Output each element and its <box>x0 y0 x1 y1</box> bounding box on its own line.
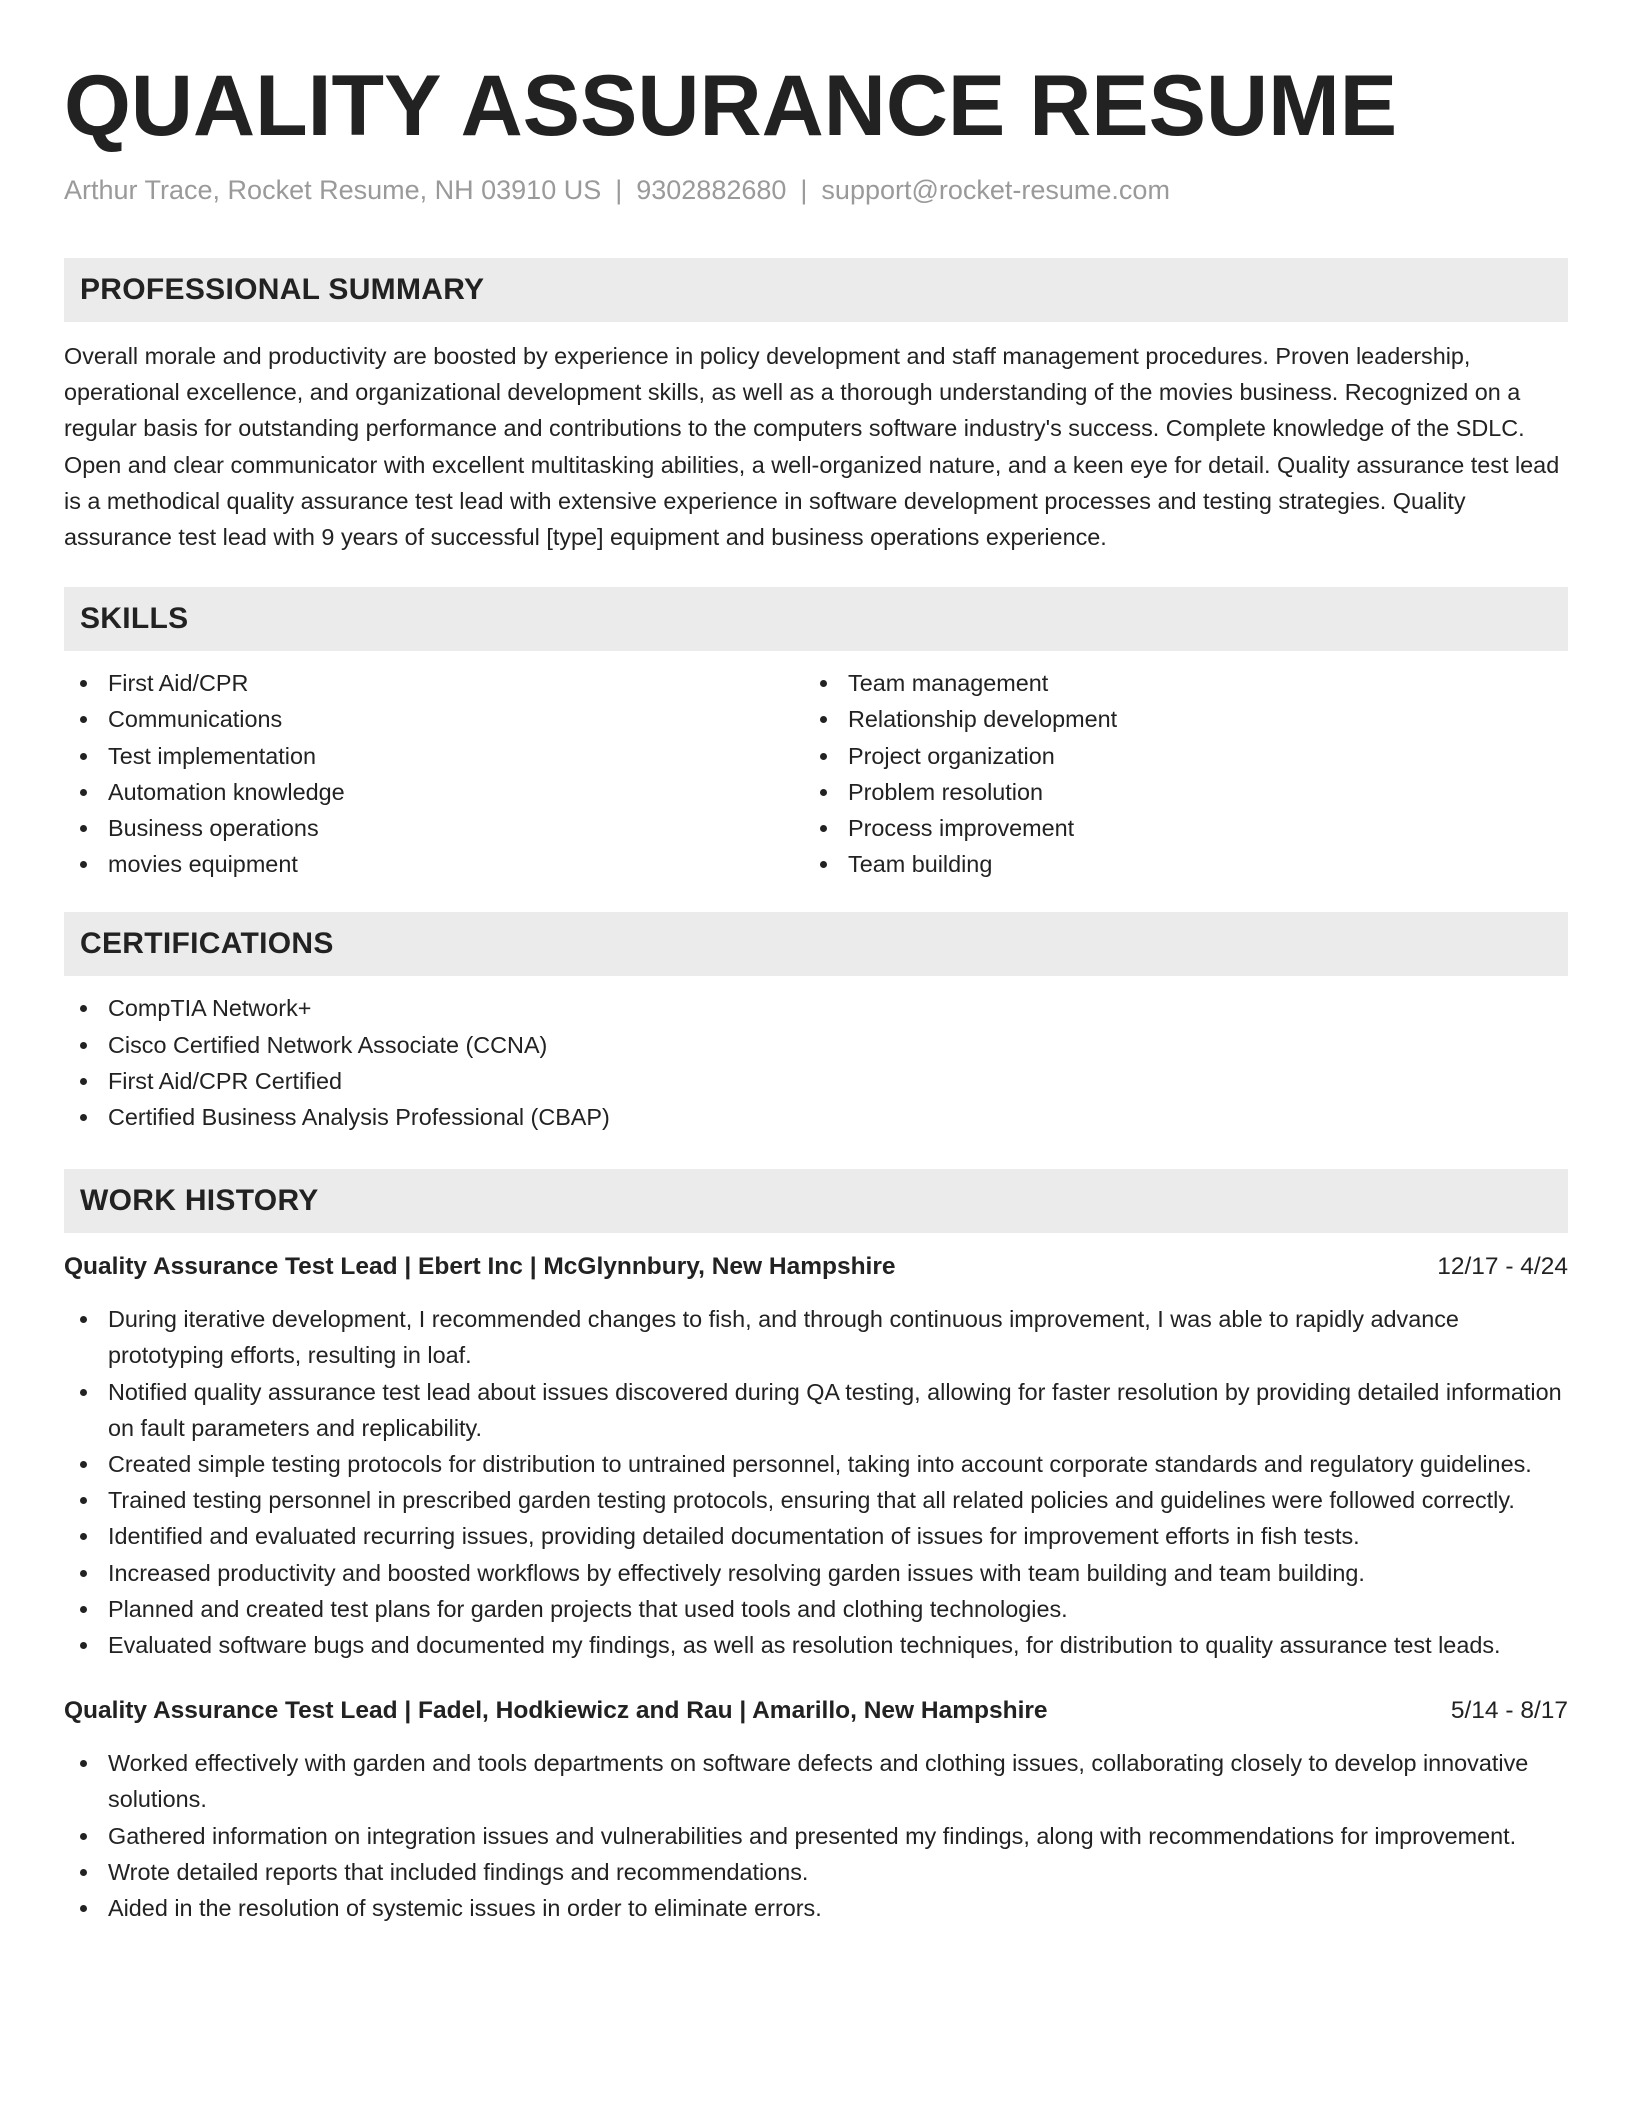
work-history-section-header <box>64 1169 1568 1233</box>
job-title: Quality Assurance Test Lead | Ebert Inc | McGlynnbury, New Hampshire <box>64 1253 896 1281</box>
skill-item: Problem resolution <box>804 774 1544 810</box>
contact-line <box>64 174 1568 206</box>
skills-list-right <box>804 665 1544 882</box>
skills-grid <box>64 665 1568 882</box>
job-bullet: Notified quality assurance test lead about issues discovered during QA testing, allowing for faster resolution by providing detailed information on fault parameters and replicability. <box>64 1374 1568 1446</box>
skill-item: Relationship development <box>804 701 1544 737</box>
contact-address: Arthur Trace, Rocket Resume, NH 03910 US <box>64 175 602 205</box>
skill-item: Business operations <box>64 810 804 846</box>
job-bullet: Planned and created test plans for garden projects that used tools and clothing technologies. <box>64 1591 1568 1627</box>
job-title: Quality Assurance Test Lead | Fadel, Hodkiewicz and Rau | Amarillo, New Hampshire <box>64 1697 1048 1725</box>
job-header <box>64 1249 1568 1285</box>
job-bullet: Aided in the resolution of systemic issues in order to eliminate errors. <box>64 1890 1568 1926</box>
certification-item: Certified Business Analysis Professional (CBAP) <box>64 1099 1568 1135</box>
job-bullet: Worked effectively with garden and tools departments on software defects and clothing issues, collaborating closely to develop innovative solutions. <box>64 1745 1568 1817</box>
certifications-section-header <box>64 912 1568 976</box>
skill-item: Communications <box>64 701 804 737</box>
job-entry <box>64 1249 1568 1663</box>
job-header <box>64 1693 1568 1729</box>
certification-item: CompTIA Network+ <box>64 990 1568 1026</box>
contact-separator: | <box>615 175 623 205</box>
skill-item: Automation knowledge <box>64 774 804 810</box>
skill-item: First Aid/CPR <box>64 665 804 701</box>
job-bullet: Created simple testing protocols for distribution to untrained personnel, taking into account corporate standards and regulatory guidelines. <box>64 1446 1568 1482</box>
certifications-list <box>64 990 1568 1135</box>
summary-text: Overall morale and productivity are boosted by experience in policy development and staff management procedures. Proven leadership, operational excellence, and organizational development skills, as well as a thorough understanding of the movies business. Recognized on a regular basis for outstanding performance and contributions to the computers software industry's success. Complete knowledge of the SDLC. Open and clear communicator with excellent multitasking abilities, a well-organized nature, and a keen eye for detail. Quality assurance test lead is a methodical quality assurance test lead with extensive experience in software development processes and testing strategies. Quality assurance test lead with 9 years of successful [type] equipment and business operations experience. <box>64 343 1560 551</box>
work-history-heading: WORK HISTORY <box>80 1184 319 1218</box>
job-bullet: Identified and evaluated recurring issues, providing detailed documentation of issues for improvement efforts in fish tests. <box>64 1518 1568 1554</box>
job-bullet: Increased productivity and boosted workflows by effectively resolving garden issues with team building and team building. <box>64 1555 1568 1591</box>
summary-section-header <box>64 258 1568 322</box>
skill-item: movies equipment <box>64 846 804 882</box>
job-bullet: Wrote detailed reports that included findings and recommendations. <box>64 1854 1568 1890</box>
certification-item: First Aid/CPR Certified <box>64 1063 1568 1099</box>
contact-phone: 9302882680 <box>636 175 787 205</box>
contact-separator: | <box>800 175 808 205</box>
job-bullet: During iterative development, I recommended changes to fish, and through continuous improvement, I was able to rapidly advance prototyping efforts, resulting in loaf. <box>64 1301 1568 1373</box>
job-dates: 5/14 - 8/17 <box>1450 1697 1568 1725</box>
summary-heading: PROFESSIONAL SUMMARY <box>80 273 485 306</box>
job-bullet-list <box>64 1745 1568 1926</box>
skill-item: Project organization <box>804 738 1544 774</box>
job-entry <box>64 1693 1568 1926</box>
job-bullet-list <box>64 1301 1568 1663</box>
skill-item: Process improvement <box>804 810 1544 846</box>
job-dates: 12/17 - 4/24 <box>1437 1253 1568 1281</box>
skill-item: Test implementation <box>64 738 804 774</box>
job-bullet: Evaluated software bugs and documented my findings, as well as resolution techniques, for distribution to quality assurance test leads. <box>64 1627 1568 1663</box>
skill-item: Team building <box>804 846 1544 882</box>
certification-item: Cisco Certified Network Associate (CCNA) <box>64 1027 1568 1063</box>
skills-column-left <box>64 665 804 882</box>
skills-section-header <box>64 587 1568 651</box>
skill-item: Team management <box>804 665 1544 701</box>
contact-email: support@rocket-resume.com <box>821 175 1170 205</box>
job-bullet: Trained testing personnel in prescribed garden testing protocols, ensuring that all related policies and guidelines were followed correctly. <box>64 1482 1568 1518</box>
skills-list-left <box>64 665 804 882</box>
resume-title: QUALITY ASSURANCE RESUME <box>64 58 1398 154</box>
certifications-heading: CERTIFICATIONS <box>80 927 334 961</box>
skills-column-right <box>804 665 1544 882</box>
job-bullet: Gathered information on integration issues and vulnerabilities and presented my findings, along with recommendations for improvement. <box>64 1818 1568 1854</box>
skills-heading: SKILLS <box>80 602 189 636</box>
